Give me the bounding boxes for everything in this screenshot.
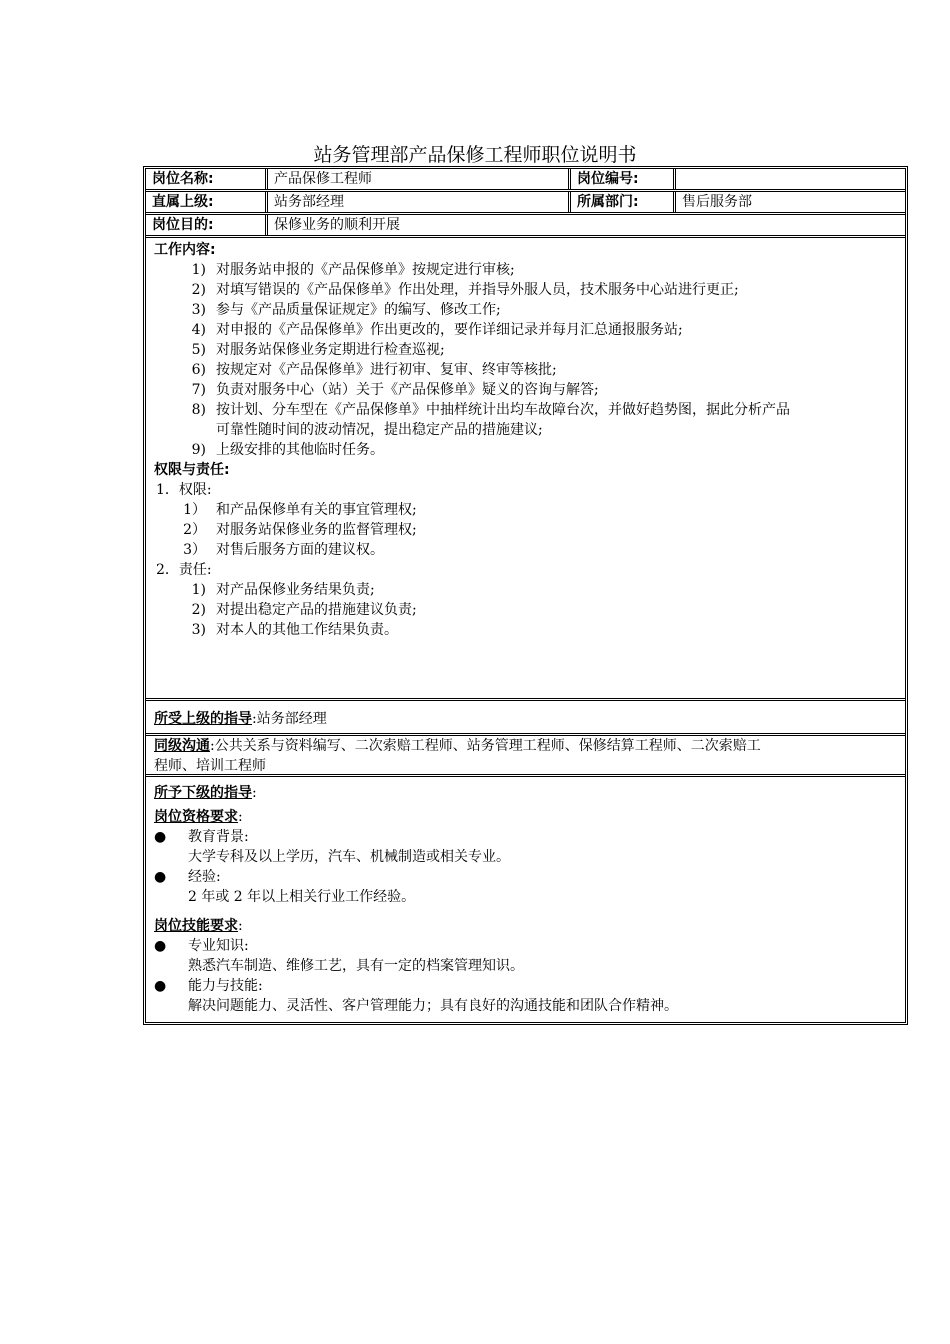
purpose-value: 保修业务的顺利开展: [274, 217, 400, 233]
list-item-text: 对服务站保修业务的监督管理权;: [216, 522, 417, 538]
department-value: 售后服务部: [682, 194, 752, 210]
list-item-number: 3）: [183, 542, 206, 558]
list-item-text: 对产品保修业务结果负责;: [216, 582, 375, 598]
list-item-text: 参与《产品质量保证规定》的编写、修改工作;: [216, 302, 501, 318]
list-item-text: 对售后服务方面的建议权。: [216, 542, 384, 558]
ability-text: 解决问题能力、灵活性、客户管理能力；具有良好的沟通技能和团队合作精神。: [188, 998, 678, 1014]
list-item-text: 负责对服务中心（站）关于《产品保修单》疑义的咨询与解答;: [216, 382, 599, 398]
qualification-colon: :: [238, 809, 243, 825]
row-superior-guidance: [146, 701, 905, 736]
qualifications-block: [146, 783, 905, 1016]
list-item-text: 对填写错误的《产品保修单》作出处理，并指导外服人员，技术服务中心站进行更正;: [216, 282, 739, 298]
peer-line2: 程师、培训工程师: [154, 758, 266, 774]
rights-title: 1．权限:: [156, 482, 212, 498]
superior-guidance-label: 所受上级的指导: [154, 711, 252, 727]
list-item: [154, 420, 897, 440]
list-item-number: 9): [191, 442, 206, 458]
experience-text: 2 年或 2 年以上相关行业工作经验。: [188, 889, 416, 905]
purpose-label: 岗位目的:: [146, 215, 268, 235]
list-item-number: 5): [191, 342, 206, 358]
experience-title: 经验:: [188, 869, 221, 885]
position-code-value: [676, 169, 905, 189]
list-item-text: 上级安排的其他临时任务。: [216, 442, 384, 458]
bullet-icon: ●: [154, 938, 167, 954]
position-name-value: 产品保修工程师: [268, 169, 571, 189]
list-item-number: 1): [191, 582, 206, 598]
list-item-number: 7): [191, 382, 206, 398]
list-item-text: 按规定对《产品保修单》进行初审、复审、终审等核批;: [216, 362, 557, 378]
row-purpose: [146, 215, 905, 238]
list-item-number: 2): [191, 282, 206, 298]
list-item-number: 1）: [183, 502, 206, 518]
list-item: [154, 260, 897, 280]
education-title: 教育背景:: [188, 829, 249, 845]
list-item-number: 6): [191, 362, 206, 378]
superior-guidance-colon: :: [252, 711, 257, 727]
qualification-heading: 岗位资格要求: [154, 809, 238, 825]
duties-title: 2．责任:: [156, 562, 212, 578]
row-peer-communication: [146, 736, 905, 777]
list-item-number: 1): [191, 262, 206, 278]
job-description-table: [143, 166, 908, 1025]
list-item: [154, 320, 897, 340]
list-item-text: 对申报的《产品保修单》作出更改的，要作详细记录并每月汇总通报服务站;: [216, 322, 683, 338]
row-superior: [146, 192, 905, 215]
position-name-label: 岗位名称:: [146, 169, 268, 189]
subordinate-label: 所予下级的指导: [154, 785, 252, 801]
superior-guidance-value: 站务部经理: [256, 711, 327, 727]
list-item-text: 对服务站保修业务定期进行检查巡视;: [216, 342, 445, 358]
work-content-heading: 工作内容:: [154, 242, 216, 258]
list-item-number: 2）: [183, 522, 206, 538]
superior-label: 直属上级:: [146, 192, 268, 212]
row-position-name: [146, 169, 905, 192]
peer-colon: :: [210, 738, 215, 754]
bullet-icon: ●: [154, 829, 167, 845]
list-item: [154, 280, 897, 300]
position-code-label: 岗位编号:: [571, 169, 676, 189]
subordinate-colon: :: [252, 785, 257, 801]
row-work-content: [146, 238, 905, 701]
knowledge-title: 专业知识:: [188, 938, 249, 954]
list-item-number: 3): [191, 302, 206, 318]
skills-colon: :: [238, 918, 243, 934]
work-items-list: [154, 260, 897, 460]
ability-title: 能力与技能:: [188, 978, 263, 994]
list-item-text: 和产品保修单有关的事宜管理权;: [216, 502, 417, 518]
department-label: 所属部门:: [571, 192, 676, 212]
document-title: 站务管理部产品保修工程师职位说明书: [313, 144, 637, 166]
peer-label: 同级沟通: [154, 738, 210, 754]
rights-list: [154, 500, 897, 560]
list-item: [154, 540, 897, 560]
list-item-text: 对提出稳定产品的措施建议负责;: [216, 602, 417, 618]
list-item-text: 按计划、分车型在《产品保修单》中抽样统计出均车故障台次，并做好趋势图，据此分析产品: [216, 402, 790, 418]
list-item-text: 对服务站申报的《产品保修单》按规定进行审核;: [216, 262, 515, 278]
list-item-number: 3): [191, 622, 206, 638]
duties-list: [154, 580, 897, 640]
list-item: [154, 360, 897, 380]
list-item-text: 对本人的其他工作结果负责。: [216, 622, 398, 638]
list-item: [154, 340, 897, 360]
peer-line1: 公共关系与资料编写、二次索赔工程师、站务管理工程师、保修结算工程师、二次索赔工: [214, 738, 761, 754]
list-item-number: 8): [191, 402, 206, 418]
bullet-icon: ●: [154, 869, 167, 885]
superior-value: 站务部经理: [268, 192, 571, 212]
list-item-number: 4): [191, 322, 206, 338]
work-content-block: [146, 240, 905, 640]
list-item: [154, 440, 897, 460]
list-item: [154, 500, 897, 520]
authority-heading: 权限与责任:: [154, 462, 230, 478]
knowledge-text: 熟悉汽车制造、维修工艺，具有一定的档案管理知识。: [188, 958, 524, 974]
list-item-number: 2): [191, 602, 206, 618]
list-item: [154, 400, 897, 420]
list-item: [154, 300, 897, 320]
list-item: [154, 520, 897, 540]
list-item: [154, 380, 897, 400]
list-item: [154, 620, 897, 640]
list-item: [154, 600, 897, 620]
list-item: [154, 580, 897, 600]
bullet-icon: ●: [154, 978, 167, 994]
list-item-text: 可靠性随时间的波动情况，提出稳定产品的措施建议;: [216, 422, 543, 438]
skills-heading: 岗位技能要求: [154, 918, 238, 934]
education-text: 大学专科及以上学历，汽车、机械制造或相关专业。: [188, 849, 510, 865]
